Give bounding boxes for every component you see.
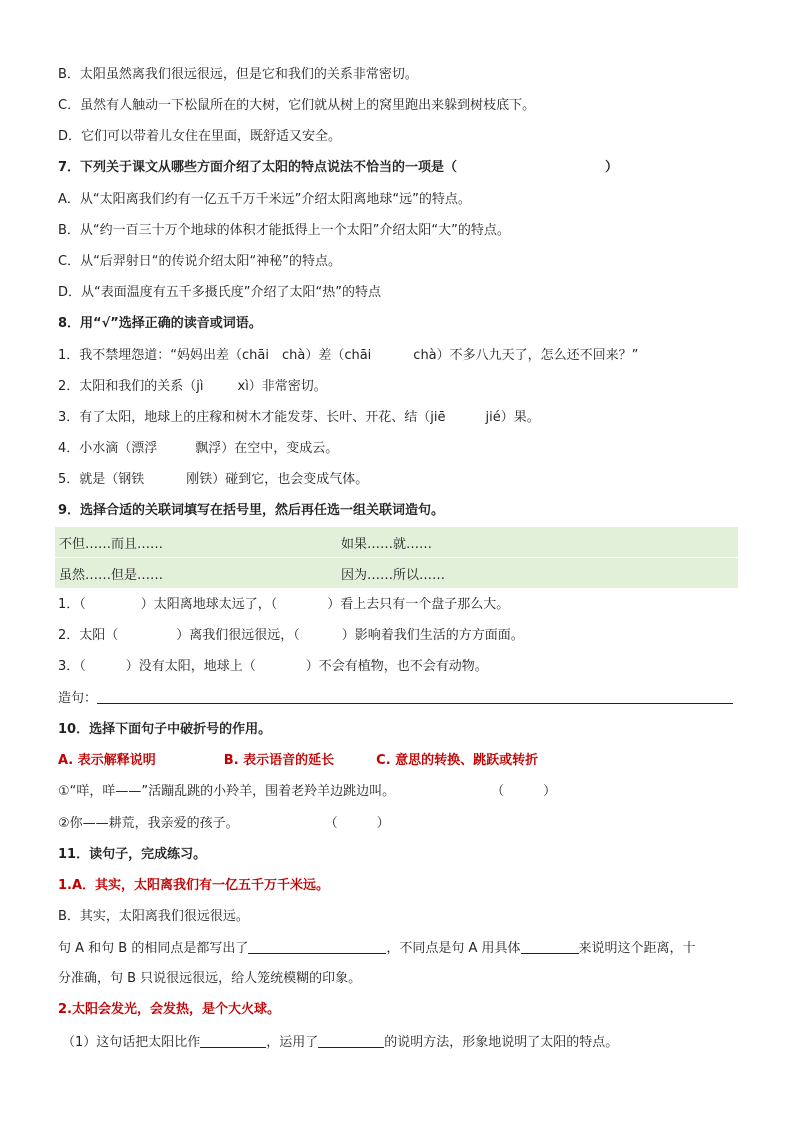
- item-text: ①“咩，咩——”活蹦乱跳的小羚羊，围着老羚羊边跳边叫。: [58, 784, 396, 799]
- question-8-item-3: [58, 409, 540, 427]
- answer-paren[interactable]: （ ）: [491, 784, 557, 799]
- item-text: 句 A 和句 B 的相同点是都写出了: [58, 941, 249, 956]
- item-text: 2．太阳和我们的关系（jì: [58, 379, 204, 394]
- table-row: [55, 557, 738, 588]
- answer-blank[interactable]: [97, 689, 733, 704]
- answer-paren-close: ）: [605, 160, 619, 175]
- item-text: 1．我不禁埋怨道：“妈妈出差（chāi chà）差（chāi: [58, 348, 372, 363]
- sentence-making-label: 造句：: [58, 691, 98, 706]
- item-text: ）离我们很远很远，（: [176, 628, 300, 643]
- item-text: jié）果。: [485, 410, 540, 425]
- item-text: ）不会有植物，也不会有动物。: [305, 659, 488, 674]
- item-text: ）影响着我们生活的方方面面。: [341, 628, 524, 643]
- question-7-option-c: C．从“后羿射日“的传说介绍太阳“神秘”的特点。: [58, 254, 342, 269]
- item-text: ）看上去只有一个盘子那么大。: [327, 597, 510, 612]
- question-9-item-1: [58, 596, 509, 614]
- question-10-heading: 10．选择下面句子中破折号的作用。: [58, 722, 272, 737]
- item-text: ）太阳离地球太远了，（: [140, 597, 278, 612]
- question-7-heading: [58, 159, 618, 177]
- answer-paren[interactable]: （ ）: [324, 816, 390, 831]
- question-8-heading: 8．用“√”选择正确的读音或词语。: [58, 316, 262, 331]
- comparison-line-1: [58, 939, 696, 958]
- option-c: C. 意思的转换、跳跃或转折: [376, 753, 539, 768]
- comparison-line-2: 分准确，句 B 只说很远很远，给人笼统模糊的印象。: [58, 971, 362, 986]
- answer-blank[interactable]: [200, 1033, 266, 1048]
- item-text: 2．太阳（: [58, 628, 119, 643]
- sentence-a: 1.A．其实，太阳离我们有一亿五千万千米远。: [58, 878, 330, 893]
- question-8-item-4: [58, 440, 338, 458]
- item-text: 来说明这个距离，十: [578, 941, 696, 956]
- question-7-option-b: B．从“约一百三十万个地球的体积才能抵得上一个太阳”介绍太阳“大”的特点。: [58, 223, 510, 238]
- item-text: 3．有了太阳，地球上的庄稼和树木才能发芽、长叶、开花、结（jiē: [58, 410, 446, 425]
- item-text: ，不同点是句 A 用具体: [386, 941, 521, 956]
- sentence-b: B．其实，太阳离我们很远很远。: [58, 909, 249, 924]
- dash-function-options: [58, 752, 538, 770]
- item-text: ）没有太阳，地球上（: [125, 659, 256, 674]
- question-11-heading: 11．读句子，完成练习。: [58, 847, 207, 862]
- item-text: 3．（: [58, 659, 86, 674]
- sentence-2: 2.太阳会发光，会发热，是个大火球。: [58, 1002, 280, 1017]
- question-7-text: 7．下列关于课文从哪些方面介绍了太阳的特点说法不恰当的一项是（: [58, 160, 458, 175]
- question-10-sentence-2: [58, 815, 390, 833]
- item-text: chà）不多八九天了，怎么还不回来？”: [413, 348, 639, 363]
- sub-question-1: [62, 1033, 618, 1052]
- question-7-option-a: A．从“太阳离我们约有一亿五千万千米远”介绍太阳离地球“远”的特点。: [58, 192, 471, 207]
- item-text: ②你——耕荒，我亲爱的孩子。: [58, 816, 239, 831]
- sentence-making-line: [58, 689, 733, 708]
- option-c-line: C．虽然有人触动一下松鼠所在的大树，它们就从树上的窝里跑出来躲到树枝底下。: [58, 98, 536, 113]
- option-b: B. 表示语音的延长: [223, 753, 335, 768]
- option-d-line: D．它们可以带着儿女住在里面，既舒适又安全。: [58, 129, 342, 144]
- question-7-option-d: D．从“表面温度有五千多摄氏度”介绍了太阳“热”的特点: [58, 285, 381, 300]
- item-text: （1）这句话把太阳比作: [62, 1035, 201, 1050]
- question-9-heading: 9．选择合适的关联词填写在括号里，然后再任选一组关联词造句。: [58, 503, 445, 518]
- option-b-line: B．太阳虽然离我们很远很远，但是它和我们的关系非常密切。: [58, 67, 418, 82]
- item-text: xì）非常密切。: [237, 379, 327, 394]
- item-text: 飘浮）在空中，变成云。: [195, 441, 339, 456]
- table-cell: 如果……就……: [341, 537, 433, 552]
- table-row: [55, 527, 738, 557]
- table-cell: 不但……而且……: [59, 537, 164, 552]
- question-9-item-3: [58, 658, 488, 676]
- item-text: 1．（: [58, 597, 86, 612]
- item-text: 5．就是（钢铁: [58, 472, 145, 487]
- option-a: A. 表示解释说明: [58, 753, 156, 768]
- answer-blank[interactable]: [318, 1033, 384, 1048]
- item-text: ，运用了: [266, 1035, 319, 1050]
- question-8-item-5: [58, 471, 368, 489]
- question-10-sentence-1: [58, 783, 556, 801]
- question-9-item-2: [58, 627, 524, 645]
- answer-blank[interactable]: [248, 939, 386, 954]
- table-cell: 虽然……但是……: [59, 568, 164, 583]
- question-8-item-1: [58, 347, 638, 365]
- question-8-item-2: [58, 378, 327, 396]
- answer-blank[interactable]: [521, 939, 579, 954]
- item-text: 的说明方法，形象地说明了太阳的特点。: [384, 1035, 619, 1050]
- item-text: 刚铁）碰到它，也会变成气体。: [186, 472, 369, 487]
- item-text: 4．小水滴（漂浮: [58, 441, 158, 456]
- conjunction-table: [55, 527, 738, 588]
- table-cell: 因为……所以……: [341, 568, 446, 583]
